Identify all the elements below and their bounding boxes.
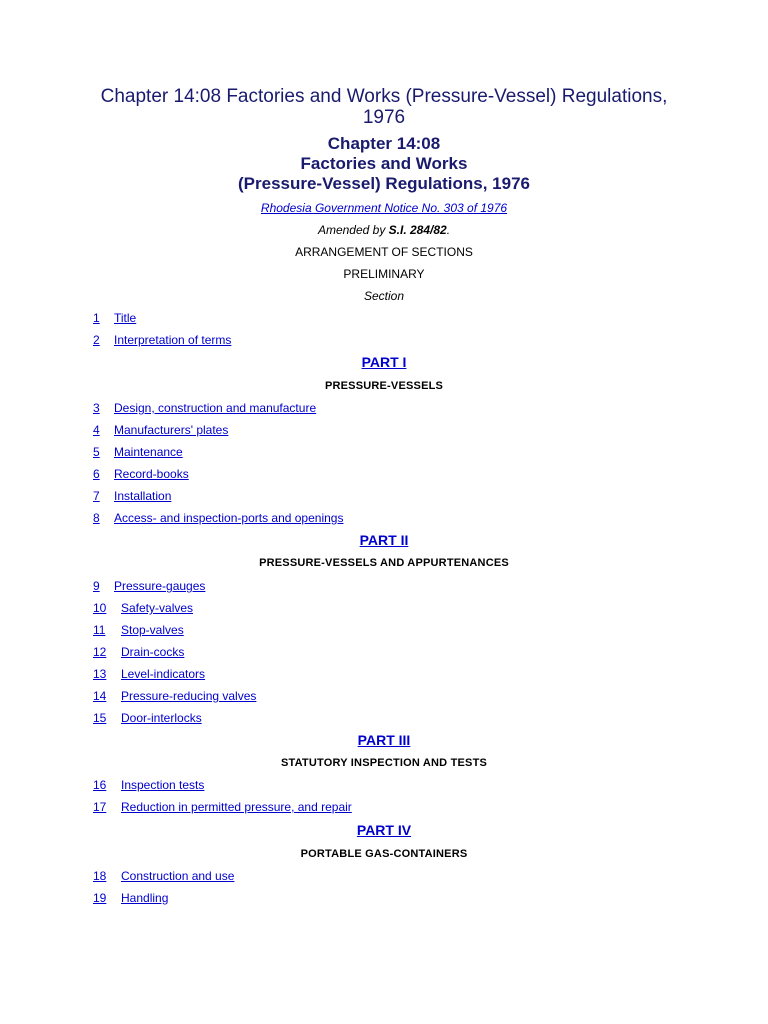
part-iv-title: PORTABLE GAS-CONTAINERS	[300, 848, 468, 860]
section-label: Section	[363, 289, 405, 303]
section-number[interactable]: 19	[93, 891, 107, 905]
part-iii-link[interactable]: PART III	[357, 732, 411, 748]
chapter-heading-line3: (Pressure-Vessel) Regulations, 1976	[238, 174, 530, 193]
section-link[interactable]: Handling	[121, 891, 169, 905]
section-number[interactable]: 13	[93, 667, 107, 681]
toc-entry[interactable]	[93, 891, 169, 906]
document-title: Chapter 14:08 Factories and Works (Pressure-Vessel) Regulations, 1976	[100, 86, 668, 128]
section-link[interactable]: Design, construction and manufacture	[114, 401, 317, 415]
section-number[interactable]: 17	[93, 800, 107, 814]
amended-line	[0, 223, 768, 238]
section-number[interactable]: 5	[93, 445, 100, 459]
toc-entry[interactable]	[93, 623, 184, 638]
part-ii-title: PRESSURE-VESSELS AND APPURTENANCES	[259, 557, 509, 569]
section-number[interactable]: 7	[93, 489, 100, 503]
chapter-heading-line2: Factories and Works	[300, 154, 468, 173]
amended-prefix: Amended by	[317, 223, 389, 237]
toc-entry[interactable]	[93, 511, 344, 526]
toc-entry[interactable]	[93, 579, 206, 594]
toc-entry[interactable]	[93, 489, 172, 504]
toc-entry[interactable]	[93, 401, 317, 416]
toc-entry[interactable]	[93, 711, 202, 726]
amended-suffix: .	[446, 223, 451, 237]
section-link[interactable]: Reduction in permitted pressure, and repair	[121, 800, 352, 814]
section-number[interactable]: 9	[93, 579, 100, 593]
preliminary-heading: PRELIMINARY	[343, 267, 425, 281]
arrangement-heading: ARRANGEMENT OF SECTIONS	[295, 245, 473, 259]
part-ii-link[interactable]: PART II	[359, 532, 409, 548]
section-link[interactable]: Record-books	[114, 467, 189, 481]
toc-entry[interactable]	[93, 869, 235, 884]
toc-entry[interactable]	[93, 778, 205, 793]
toc-entry[interactable]	[93, 601, 194, 616]
section-link[interactable]: Interpretation of terms	[114, 333, 232, 347]
section-link[interactable]: Access- and inspection-ports and openings	[114, 511, 344, 525]
toc-entry[interactable]	[93, 800, 352, 815]
section-number[interactable]: 8	[93, 511, 100, 525]
part-iv-link[interactable]: PART IV	[356, 822, 412, 838]
section-number[interactable]: 6	[93, 467, 100, 481]
section-number[interactable]: 2	[93, 333, 100, 347]
section-link[interactable]: Maintenance	[114, 445, 183, 459]
section-link[interactable]: Safety-valves	[121, 601, 194, 615]
toc-entry[interactable]	[93, 467, 189, 482]
chapter-heading-line1: Chapter 14:08	[327, 134, 441, 153]
amended-reference: S.I. 284/82	[388, 223, 447, 237]
toc-entry[interactable]	[93, 645, 185, 660]
section-number[interactable]: 15	[93, 711, 107, 725]
section-number[interactable]: 3	[93, 401, 100, 415]
section-link[interactable]: Level-indicators	[121, 667, 206, 681]
section-number[interactable]: 18	[93, 869, 107, 883]
section-link[interactable]: Drain-cocks	[121, 645, 185, 659]
section-link[interactable]: Construction and use	[121, 869, 235, 883]
section-link[interactable]: Manufacturers' plates	[114, 423, 229, 437]
section-link[interactable]: Stop-valves	[121, 623, 184, 637]
part-i-link[interactable]: PART I	[361, 354, 407, 370]
section-number[interactable]: 11	[93, 623, 106, 637]
toc-entry[interactable]	[93, 333, 232, 348]
toc-entry[interactable]	[93, 689, 257, 704]
part-i-title: PRESSURE-VESSELS	[324, 380, 444, 392]
section-link[interactable]: Pressure-gauges	[114, 579, 206, 593]
section-number[interactable]: 12	[93, 645, 107, 659]
chapter-heading	[120, 134, 648, 194]
section-number[interactable]: 4	[93, 423, 100, 437]
part-iii-title: STATUTORY INSPECTION AND TESTS	[280, 757, 488, 769]
section-link[interactable]: Pressure-reducing valves	[121, 689, 257, 703]
section-number[interactable]: 16	[93, 778, 107, 792]
section-link[interactable]: Inspection tests	[121, 778, 205, 792]
toc-entry[interactable]	[93, 667, 206, 682]
government-notice-link[interactable]: Rhodesia Government Notice No. 303 of 1976	[260, 201, 508, 215]
section-number[interactable]: 10	[93, 601, 107, 615]
section-link[interactable]: Door-interlocks	[121, 711, 202, 725]
section-number[interactable]: 1	[93, 311, 100, 325]
section-number[interactable]: 14	[93, 689, 107, 703]
toc-entry[interactable]	[93, 311, 137, 326]
toc-entry[interactable]	[93, 423, 229, 438]
toc-entry[interactable]	[93, 445, 183, 460]
notice-line	[0, 201, 768, 216]
section-link[interactable]: Installation	[114, 489, 172, 503]
section-link[interactable]: Title	[114, 311, 137, 325]
